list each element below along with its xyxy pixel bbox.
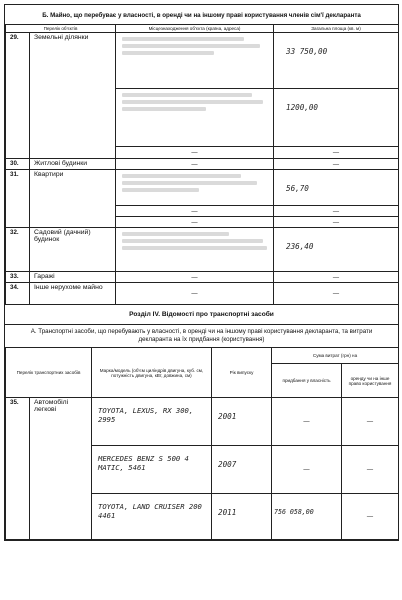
location-empty: —: [116, 217, 274, 228]
car-model: MERCEDES BENZ S 500 4 MATIC, 5461: [92, 446, 212, 494]
car-rent: —: [342, 398, 399, 446]
row-num: 29.: [6, 33, 30, 159]
area-value: 33 750,00: [274, 33, 399, 89]
vehicle-table: [5, 347, 399, 540]
col-header-vehicle-type: Перелік транспортних засобів: [6, 348, 92, 398]
car-buy: —: [272, 398, 342, 446]
row-num: 33.: [6, 272, 30, 283]
col-header-location: Місцезнаходження об'єкта (країна, адреса): [116, 25, 274, 33]
area-empty: —: [274, 217, 399, 228]
row-name: Земельні ділянки: [30, 33, 116, 159]
location-redacted: [116, 89, 274, 147]
row-name: Інше нерухоме майно: [30, 283, 116, 305]
section-b-title: Б. Майно, що перебуває у власності, в оренді чи на іншому праві користування членів сім'ї декларанта: [42, 12, 361, 19]
car-model: TOYOTA, LEXUS, RX 300, 2995: [92, 398, 212, 446]
location-redacted: [116, 228, 274, 272]
area-empty: —: [274, 147, 399, 159]
car-year: 2007: [212, 446, 272, 494]
area-empty: —: [274, 283, 399, 305]
col-header-rent: оренду чи на інше право користування: [342, 364, 399, 398]
location-empty: —: [116, 147, 274, 159]
car-rent: —: [342, 494, 399, 540]
row-name: Садовий (дачний) будинок: [30, 228, 116, 272]
row-num: 31.: [6, 170, 30, 228]
car-buy: 756 058,00: [272, 494, 342, 540]
car-year: 2001: [212, 398, 272, 446]
location-empty: —: [116, 272, 274, 283]
location-redacted: [116, 170, 274, 206]
location-empty: —: [116, 206, 274, 217]
row-num: 30.: [6, 159, 30, 170]
car-rent: —: [342, 446, 399, 494]
col-header-model: Марка/модель (об'єм циліндрів двигуна, куб. см, потужність двигуна, кВт, довжина, см): [92, 348, 212, 398]
area-value: 56,70: [274, 170, 399, 206]
area-value: 1200,00: [274, 89, 399, 147]
area-empty: —: [274, 272, 399, 283]
col-header-year: Рік випуску: [212, 348, 272, 398]
section-iv-subtitle: А. Транспортні засоби, що перебувають у власності, в оренді чи на іншому праві користування декларанта, та витрати декларанта на їх придбання (користування): [30, 328, 373, 343]
col-header-buy: придбання у власність: [272, 364, 342, 398]
col-header-cost: Сума витрат (грн) на: [272, 348, 399, 364]
section-iv-title: Розділ IV. Відомості про транспортні засоби: [5, 305, 398, 325]
car-year: 2011: [212, 494, 272, 540]
area-empty: —: [274, 206, 399, 217]
row-name: Автомобілі легкові: [30, 398, 92, 540]
car-model: TOYOTA, LAND CRUISER 200 4461: [92, 494, 212, 540]
row-num: 34.: [6, 283, 30, 305]
col-header-area: Загальна площа (кв. м): [274, 25, 399, 33]
col-header-type: Перелік об'єктів: [6, 25, 116, 33]
row-name: Квартири: [30, 170, 116, 228]
location-empty: —: [116, 283, 274, 305]
property-table: [5, 24, 399, 305]
row-name: Житлові будинки: [30, 159, 116, 170]
location-redacted: [116, 33, 274, 89]
area-empty: —: [274, 159, 399, 170]
area-value: 236,40: [274, 228, 399, 272]
location-empty: —: [116, 159, 274, 170]
row-num: 32.: [6, 228, 30, 272]
row-num: 35.: [6, 398, 30, 540]
row-name: Гаражі: [30, 272, 116, 283]
declaration-sheet: [4, 4, 399, 541]
car-buy: —: [272, 446, 342, 494]
